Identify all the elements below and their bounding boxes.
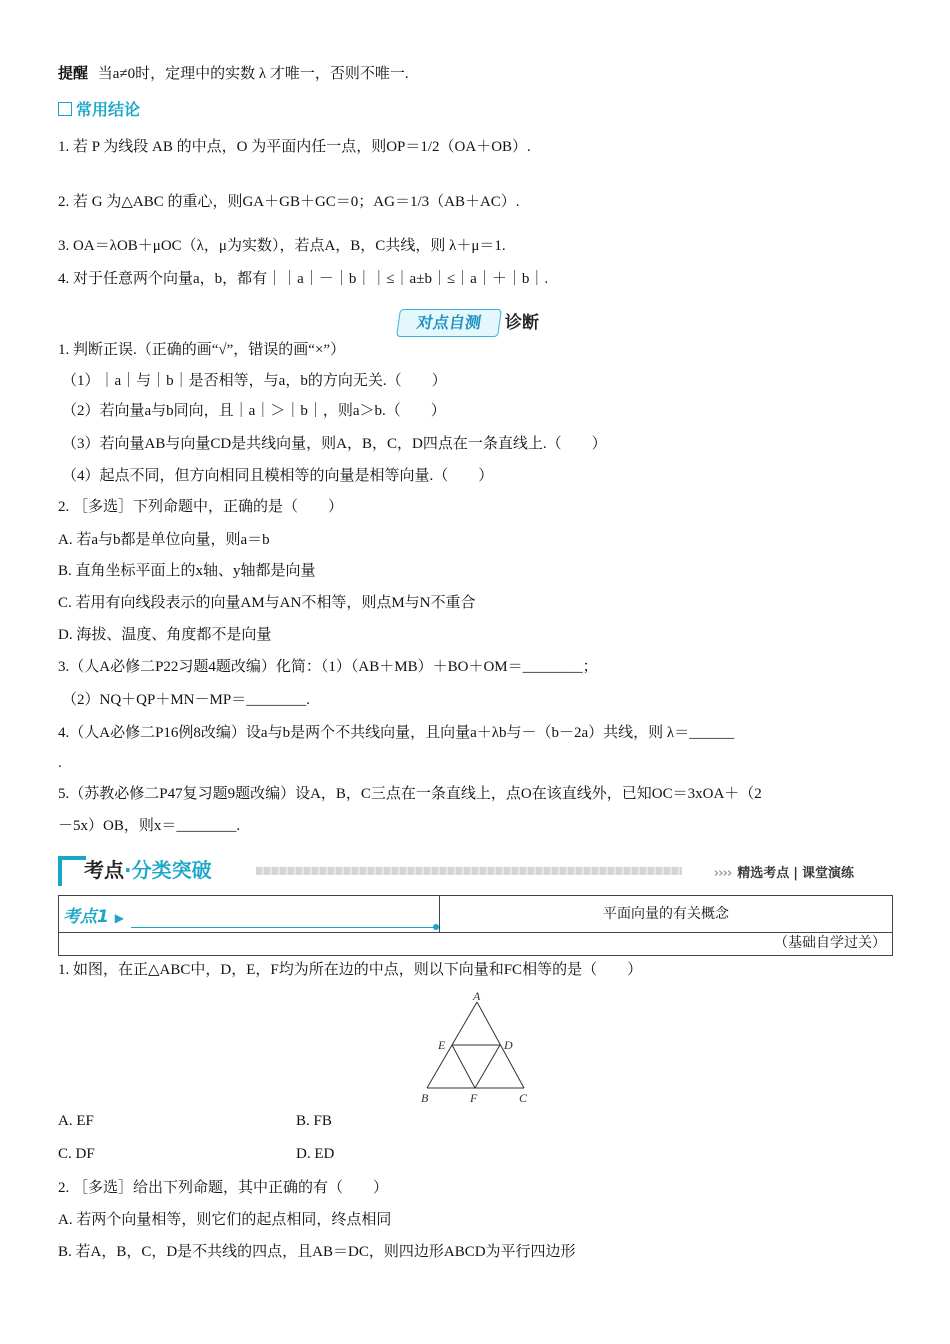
q2-stem: 2. ［多选］下列命题中，正确的是（ ） — [58, 499, 344, 515]
kaodian-subtitle: （基础自学过关） — [58, 933, 893, 956]
kaodian-title: 平面向量的有关概念 — [439, 896, 892, 932]
kaodian-underline — [131, 927, 437, 928]
section-stripe — [256, 867, 682, 875]
q2-option: B. 直角坐标平面上的x轴、y轴都是向量 — [58, 563, 316, 579]
q5-line1: 5.（苏教必修二P47复习题9题改编）设A，B，C三点在一条直线上，点O在该直线外，已知OC＝3xOA＋（2 — [58, 786, 762, 802]
label-d: D — [504, 1038, 513, 1052]
conclusion-item: 2. 若 G 为△ABC 的重心，则GA＋GB＋GC＝0；AG＝1/3（AB＋AC）. — [58, 194, 520, 210]
conclusions-heading: 常用结论 — [76, 100, 141, 119]
q1-item: （4）起点不同，但方向相同且模相等的向量是相等向量.（ ） — [62, 468, 494, 484]
section-corner-decoration — [58, 856, 86, 886]
section-title-a: 考点 — [84, 858, 124, 882]
q4-line2: . — [58, 755, 62, 771]
self-test-banner: 对点自测 — [396, 309, 502, 337]
ex1-option: D. ED — [296, 1146, 335, 1162]
ex2-stem: 2. ［多选］给出下列命题，其中正确的有（ ） — [58, 1180, 389, 1196]
section-header — [58, 856, 894, 886]
square-icon — [58, 102, 72, 116]
conclusion-item: 3. OA＝λOB＋μOC（λ，μ为实数），若点A，B，C共线，则 λ＋μ＝1. — [58, 238, 506, 254]
q5-line2: －5x）OB，则x＝________. — [58, 818, 241, 834]
segment-df — [475, 1045, 500, 1088]
kaodian-tag: 考点1 ▶ — [63, 907, 124, 927]
label-e: E — [438, 1038, 446, 1052]
section-title-b: 分类突破 — [131, 858, 212, 882]
self-test-banner-sub: 诊断 — [505, 313, 539, 333]
ex2-option: A. 若两个向量相等，则它们的起点相同，终点相同 — [58, 1212, 392, 1228]
kaodian-tag-cell — [59, 896, 437, 932]
ex1-stem: 1. 如图，在正△ABC中，D，E，F均为所在边的中点，则以下向量和FC相等的是（ ） — [58, 962, 643, 978]
section-right-label: ›››› 精选考点 | 课堂演练 — [713, 866, 854, 881]
label-b: B — [421, 1091, 429, 1105]
triangle-figure — [418, 988, 538, 1108]
section-right-b: 课堂演练 — [801, 866, 854, 881]
q2-option: A. 若a与b都是单位向量，则a＝b — [58, 532, 270, 548]
section-right-a: 精选考点 — [737, 866, 790, 881]
chevrons-icon: ›››› — [713, 866, 732, 881]
ex1-option: B. FB — [296, 1113, 332, 1129]
q2-option: D. 海拔、温度、角度都不是向量 — [58, 627, 272, 643]
conclusion-item: 1. 若 P 为线段 AB 的中点，O 为平面内任一点，则OP＝1/2（OA＋OB）. — [58, 139, 531, 155]
ex1-option: C. DF — [58, 1146, 95, 1162]
conclusions-heading-row — [58, 100, 140, 120]
label-a: A — [473, 989, 481, 1003]
q3-line2: （2）NQ＋QP＋MN－MP＝________. — [62, 692, 310, 708]
segment-ef — [452, 1045, 475, 1088]
kaodian-header-row — [58, 895, 893, 933]
q1-item: （2）若向量a与b同向，且｜a｜＞｜b｜，则a＞b.（ ） — [62, 403, 446, 419]
ex2-option: B. 若A，B，C，D是不共线的四点，且AB＝DC，则四边形ABCD为平行四边形 — [58, 1244, 576, 1260]
reminder-line — [58, 64, 409, 84]
q1-stem: 1. 判断正误.（正确的画“√”，错误的画“×”） — [58, 342, 346, 358]
reminder-text: 当a≠0时，定理中的实数 λ 才唯一，否则不唯一. — [97, 66, 409, 82]
reminder-label: 提醒 — [58, 66, 89, 82]
q4-line1: 4.（人A必修二P16例8改编）设a与b是两个不共线向量，且向量a＋λb与－（b－2a）共线，则 λ＝______ — [58, 725, 735, 741]
ex1-option: A. EF — [58, 1113, 94, 1129]
label-f: F — [470, 1091, 478, 1105]
label-c: C — [519, 1091, 528, 1105]
conclusion-item: 4. 对于任意两个向量a，b，都有｜｜a｜－｜b｜｜≤｜a±b｜≤｜a｜＋｜b｜. — [58, 271, 549, 287]
section-title: 考点·分类突破 — [84, 858, 212, 882]
q2-option: C. 若用有向线段表示的向量AM与AN不相等，则点M与N不重合 — [58, 595, 476, 611]
q1-item: （1）｜a｜与｜b｜是否相等，与a，b的方向无关.（ ） — [62, 373, 447, 389]
kaodian-table — [58, 895, 893, 956]
q1-item: （3）若向量AB与向量CD是共线向量，则A，B，C，D四点在一条直线上.（ ） — [62, 436, 607, 452]
q3-line1: 3.（人A必修二P22习题4题改编）化简：（1）（AB＋MB）＋BO＋OM＝________； — [58, 659, 598, 675]
